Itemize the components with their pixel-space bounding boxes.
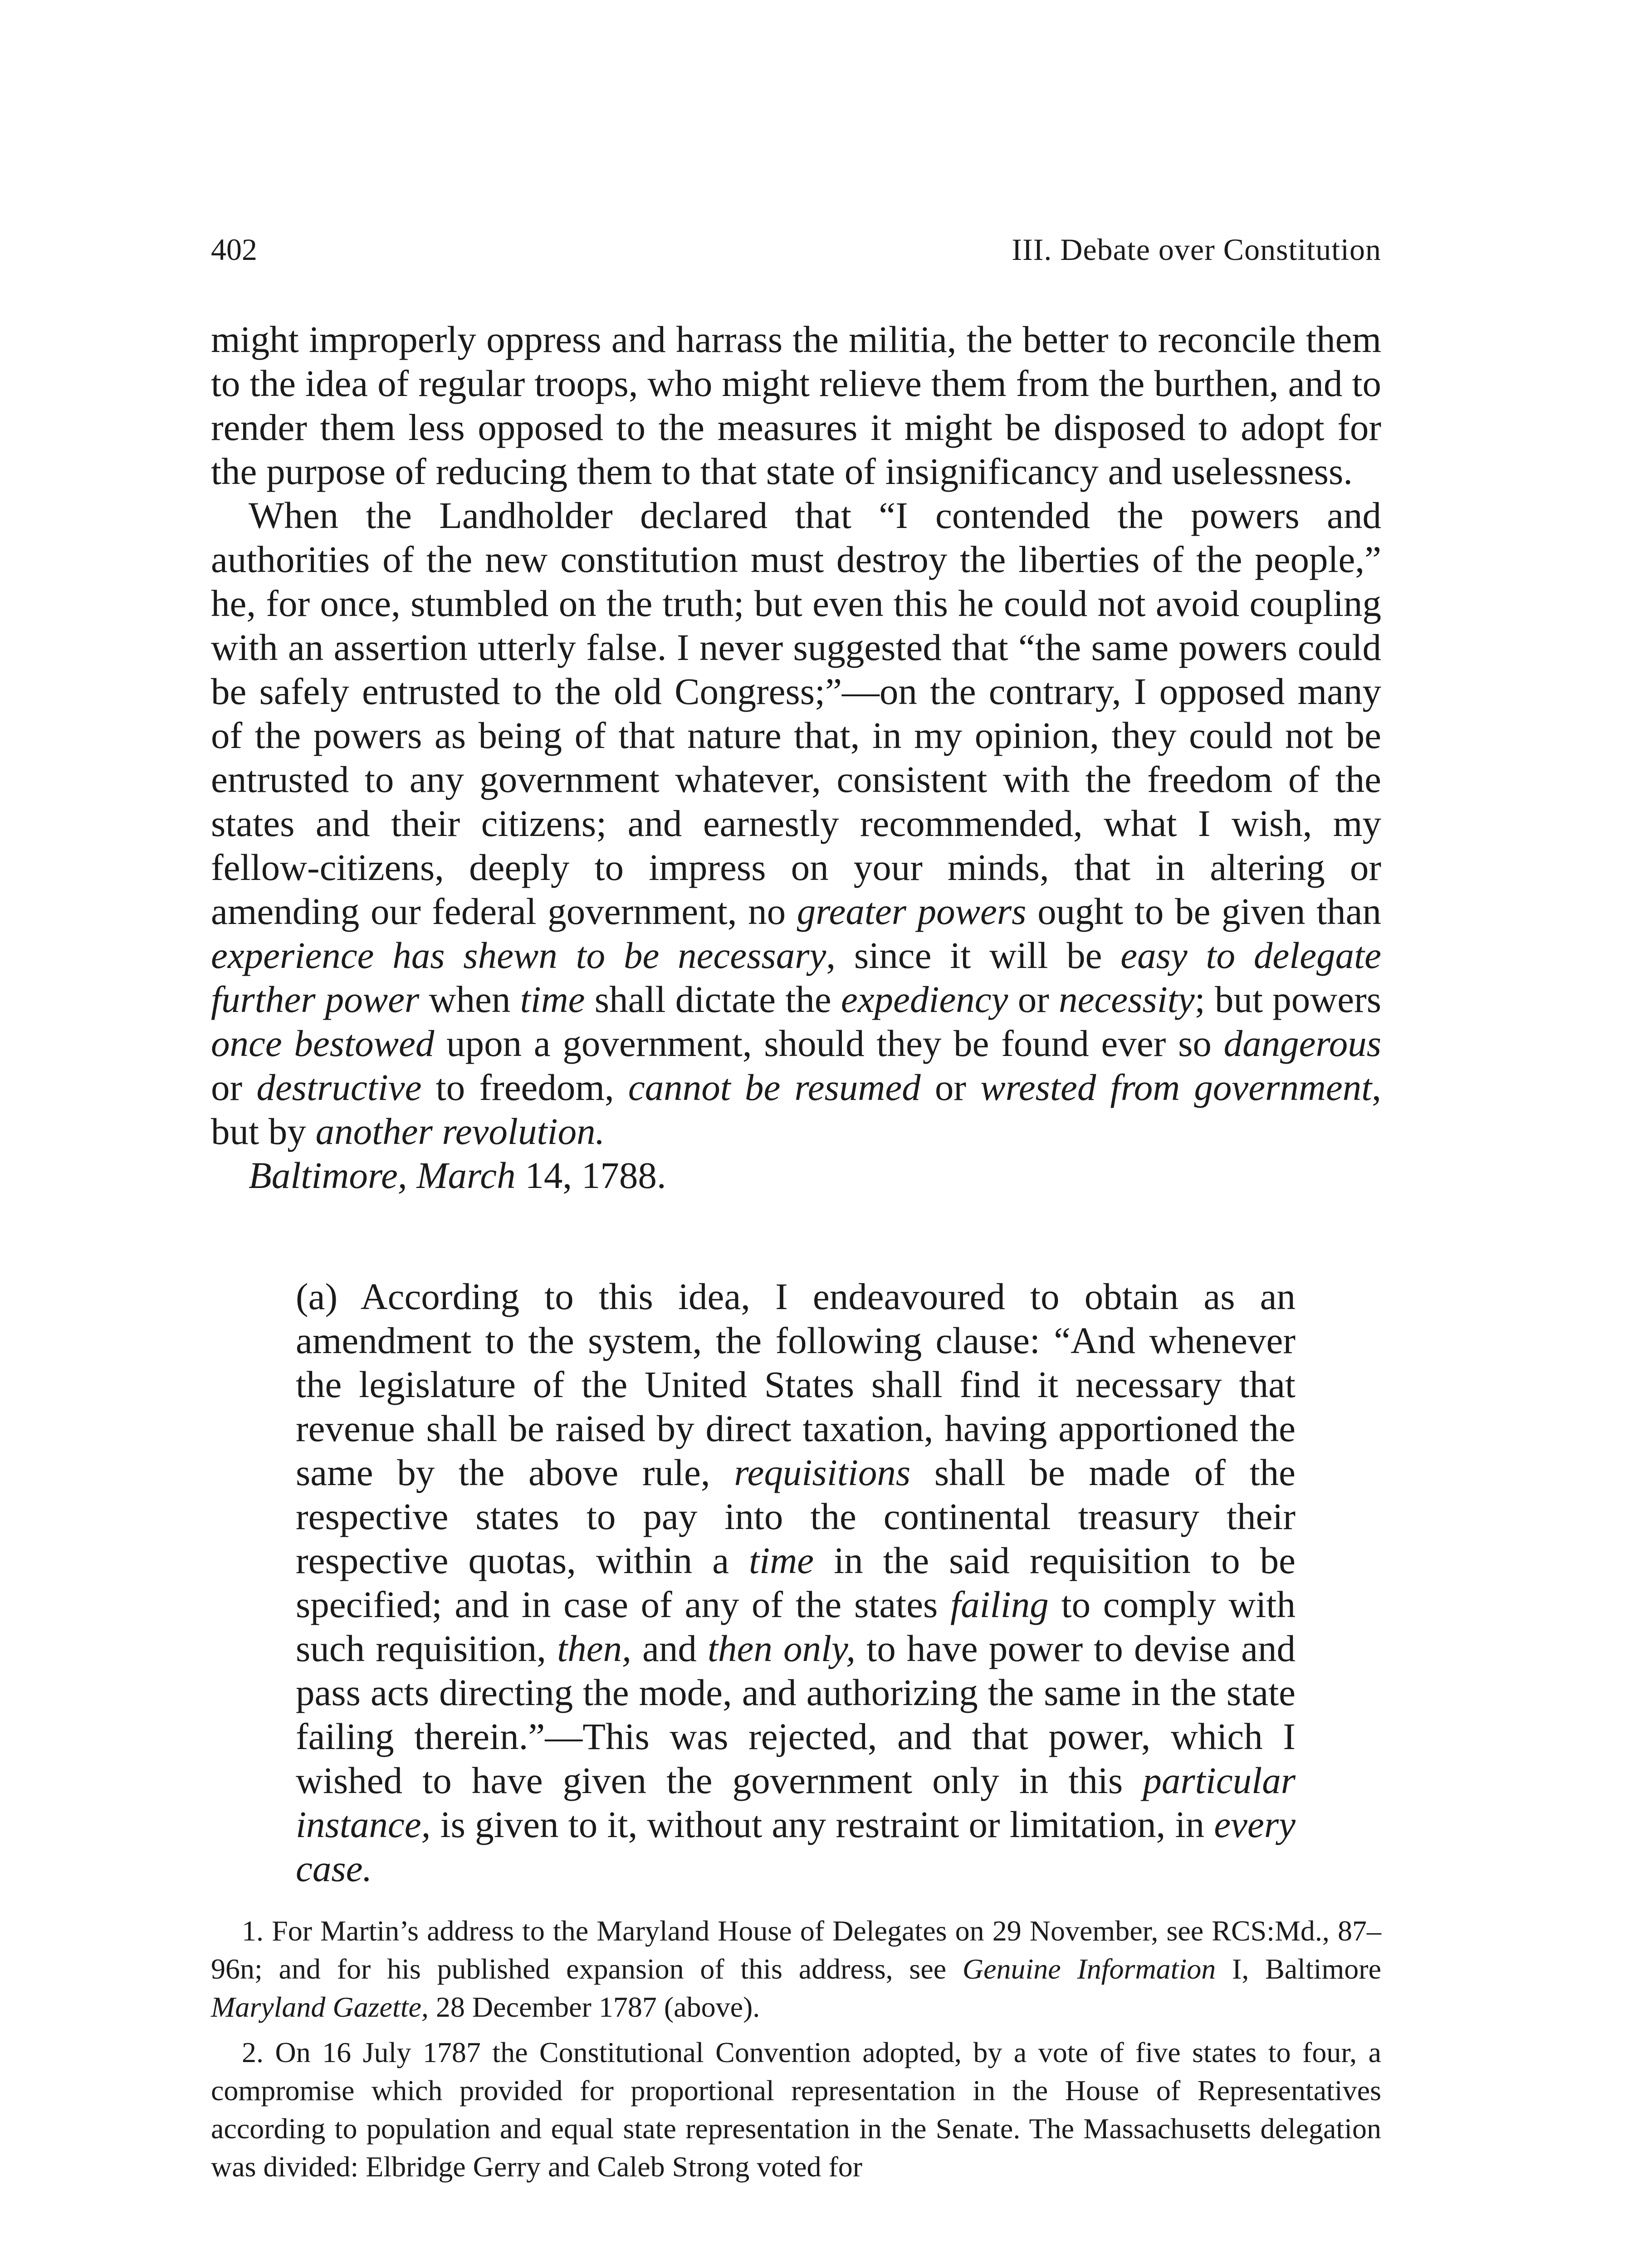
text-run: (a) According to this idea, I endeavoured to obtain as an amendment to the system, the following clause: “And whenever the legislature of the United States shall find it necessary that revenue shall be raised by direct taxation, having apportioned the same by the above rule,	[296, 1276, 1296, 1493]
italic-run: then only,	[707, 1628, 856, 1669]
italic-run: failing	[950, 1584, 1049, 1625]
text-run: 1. For Martin’s address to the Maryland House of Delegates on 29 November, see RCS:Md., 87–96n; and for his published expansion of this address, see	[211, 1915, 1381, 1985]
italic-run: destructive	[256, 1066, 422, 1108]
text-run: 28 December 1787 (above).	[428, 1991, 760, 2023]
italic-run: cannot be resumed	[628, 1066, 921, 1108]
footnote-2: 2. On 16 July 1787 the Constitutional Convention adopted, by a vote of five states to four, a compromise which provided for proportional representation in the House of Representatives according to population and equal state representation in the Senate. The Massachusetts delegation was divided: Elbridge Gerry and Caleb Strong voted for	[211, 2036, 1381, 2183]
text-run: in the said requisition to be specified; and in case of any of the states	[296, 1540, 1296, 1625]
running-head	[211, 222, 1381, 277]
footnotes	[211, 1912, 1381, 2193]
italic-run: expediency	[841, 978, 1008, 1020]
italic-run: Genuine Information	[962, 1953, 1216, 1985]
italic-run: time	[520, 978, 585, 1020]
text-run: ought to be given than	[1026, 890, 1382, 932]
text-run: or	[1008, 978, 1059, 1020]
text-run: When the Landholder declared that “I contended the powers and authorities of the new constitution must destroy the liberties of the people,” he, for once, stumbled on the truth; but even this he could not avoid coupling with an assertion utterly false. I never suggested that “the same powers could be safely entrusted to the old Congress;”—on the contrary, I opposed many of the powers as being of that nature that, in my opinion, they could not be entrusted to any government whatever, consistent with the freedom of the states and their citizens; and earnestly recommended, what I wish, my fellow-citizens, deeply to impress on your minds, that in altering or amending our federal government, no	[211, 494, 1381, 932]
text-run: to have power to devise and pass acts directing the mode, and authorizing the same in the state failing therein.”—This was rejected, and that power, which I wished to have given the government only in this	[296, 1628, 1296, 1801]
italic-run: experience has shewn to be necessary	[211, 934, 826, 976]
text-run: to comply with such requisition,	[296, 1584, 1296, 1669]
dateline-place: Baltimore, March	[249, 1154, 516, 1196]
italic-run: particular instance,	[296, 1760, 1296, 1845]
text-run: ; but powers	[1194, 978, 1382, 1020]
text-run: , but by	[211, 1066, 1381, 1152]
italic-run: easy to delegate further power	[211, 934, 1382, 1020]
text-run: is given to it, without any restraint or limitation, in	[430, 1804, 1214, 1845]
footnote-1	[211, 1912, 1381, 2026]
italic-run: then,	[557, 1628, 631, 1669]
italic-run: necessity	[1059, 978, 1195, 1020]
italic-run: wrested from government	[980, 1066, 1372, 1108]
paragraph-2	[211, 494, 1381, 1154]
italic-run: once bestowed	[211, 1022, 435, 1064]
section-title: III. Debate over Constitution	[1012, 232, 1381, 267]
text-run: upon a government, should they be found ever so	[434, 1022, 1224, 1064]
text-run: to freedom,	[421, 1066, 628, 1108]
author-note	[296, 1275, 1296, 1891]
italic-run: dangerous	[1223, 1022, 1382, 1064]
italic-run: Maryland Gazette,	[211, 1991, 429, 2023]
text-run: I, Baltimore	[1216, 1953, 1382, 1985]
dateline-date: 14, 1788.	[515, 1154, 666, 1196]
paragraph-1: might improperly oppress and harrass the militia, the better to reconcile them to the idea of regular troops, who might relieve them from the burthen, and to render them less opposed to the measures it might be disposed to adopt for the purpose of reducing them to that state of insignificancy and uselessness.	[211, 318, 1381, 492]
italic-run: another revolution.	[315, 1110, 605, 1152]
text-run: shall be made of the respective states to pay into the continental treasury their respective quotas, within a	[296, 1452, 1296, 1581]
text-run: shall dictate the	[585, 978, 841, 1020]
italic-run: every case.	[296, 1804, 1296, 1889]
text-run: when	[419, 978, 520, 1020]
main-text	[211, 318, 1381, 1198]
text-run: , since it will be	[826, 934, 1121, 976]
text-run: or	[211, 1066, 257, 1108]
page-number: 402	[211, 232, 257, 267]
italic-run: greater powers	[797, 890, 1027, 932]
italic-run: time	[749, 1540, 814, 1581]
text-run: or	[920, 1066, 981, 1108]
note-paragraph	[296, 1275, 1296, 1891]
text-run: and	[631, 1628, 708, 1669]
italic-run: requisitions	[734, 1452, 911, 1493]
dateline	[211, 1154, 1381, 1198]
